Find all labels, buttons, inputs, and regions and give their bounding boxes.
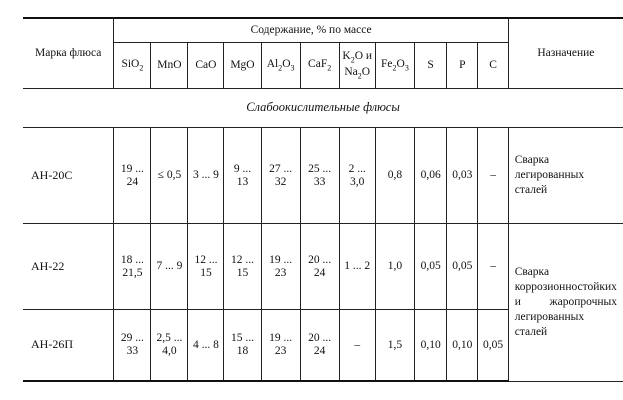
- column-header-7: $Fe_2O_3$: [375, 43, 414, 89]
- section-title: Слабоокислительные флюсы: [23, 89, 623, 128]
- column-header-2: CaO: [188, 43, 224, 89]
- composition-cell: 0,06: [415, 128, 447, 224]
- composition-cell: 2,5 ... 4,0: [151, 310, 188, 382]
- grade-header: Марка флюса: [23, 18, 114, 89]
- purpose-header: Назначение: [508, 18, 623, 89]
- composition-cell: 20 ... 24: [300, 224, 339, 310]
- composition-cell: 0,05: [478, 310, 508, 382]
- column-header-10: C: [478, 43, 508, 89]
- composition-cell: 7 ... 9: [151, 224, 188, 310]
- composition-cell: 18 ... 21,5: [114, 224, 151, 310]
- flux-grade: АН-22: [23, 224, 114, 310]
- composition-cell: 0,05: [447, 224, 478, 310]
- column-header-9: P: [447, 43, 478, 89]
- purpose-cell: Сварка легированных сталей: [508, 128, 623, 224]
- composition-cell: 20 ... 24: [300, 310, 339, 382]
- composition-cell: 1 ... 2: [339, 224, 375, 310]
- flux-grade: АН-20С: [23, 128, 114, 224]
- column-header-4: $Al_2O_3$: [261, 43, 300, 89]
- column-header-5: CaF$_2$: [300, 43, 339, 89]
- composition-cell: 2 ... 3,0: [339, 128, 375, 224]
- composition-cell: 1,5: [375, 310, 414, 382]
- column-header-8: S: [415, 43, 447, 89]
- table-row: [23, 128, 623, 224]
- column-header-1: MnO: [151, 43, 188, 89]
- composition-cell: 1,0: [375, 224, 414, 310]
- column-header-0: SiO$_2$: [114, 43, 151, 89]
- composition-cell: 12 ... 15: [224, 224, 261, 310]
- flux-grade: АН-26П: [23, 310, 114, 382]
- flux-composition-table: [23, 17, 623, 382]
- composition-cell: ≤ 0,5: [151, 128, 188, 224]
- composition-cell: 12 ... 15: [188, 224, 224, 310]
- content-header: Содержание, % по массе: [114, 18, 508, 43]
- composition-cell: 4 ... 8: [188, 310, 224, 382]
- purpose-cell: Сварка коррозионностойких и жаропрочных легированных сталей: [508, 224, 623, 382]
- table-row: [23, 224, 623, 310]
- composition-cell: 0,05: [415, 224, 447, 310]
- composition-cell: 27 ... 32: [261, 128, 300, 224]
- composition-cell: 15 ... 18: [224, 310, 261, 382]
- composition-cell: 9 ... 13: [224, 128, 261, 224]
- composition-cell: –: [478, 128, 508, 224]
- composition-cell: 0,10: [447, 310, 478, 382]
- composition-cell: 3 ... 9: [188, 128, 224, 224]
- composition-cell: 0,03: [447, 128, 478, 224]
- composition-cell: –: [478, 224, 508, 310]
- composition-cell: –: [339, 310, 375, 382]
- composition-cell: 25 ... 33: [300, 128, 339, 224]
- composition-cell: 0,10: [415, 310, 447, 382]
- column-header-3: MgO: [224, 43, 261, 89]
- composition-cell: 19 ... 23: [261, 310, 300, 382]
- composition-cell: 0,8: [375, 128, 414, 224]
- composition-cell: 19 ... 23: [261, 224, 300, 310]
- composition-cell: 29 ... 33: [114, 310, 151, 382]
- composition-cell: 19 ... 24: [114, 128, 151, 224]
- column-header-6: $K_2O$ и $Na_2O$: [339, 43, 375, 89]
